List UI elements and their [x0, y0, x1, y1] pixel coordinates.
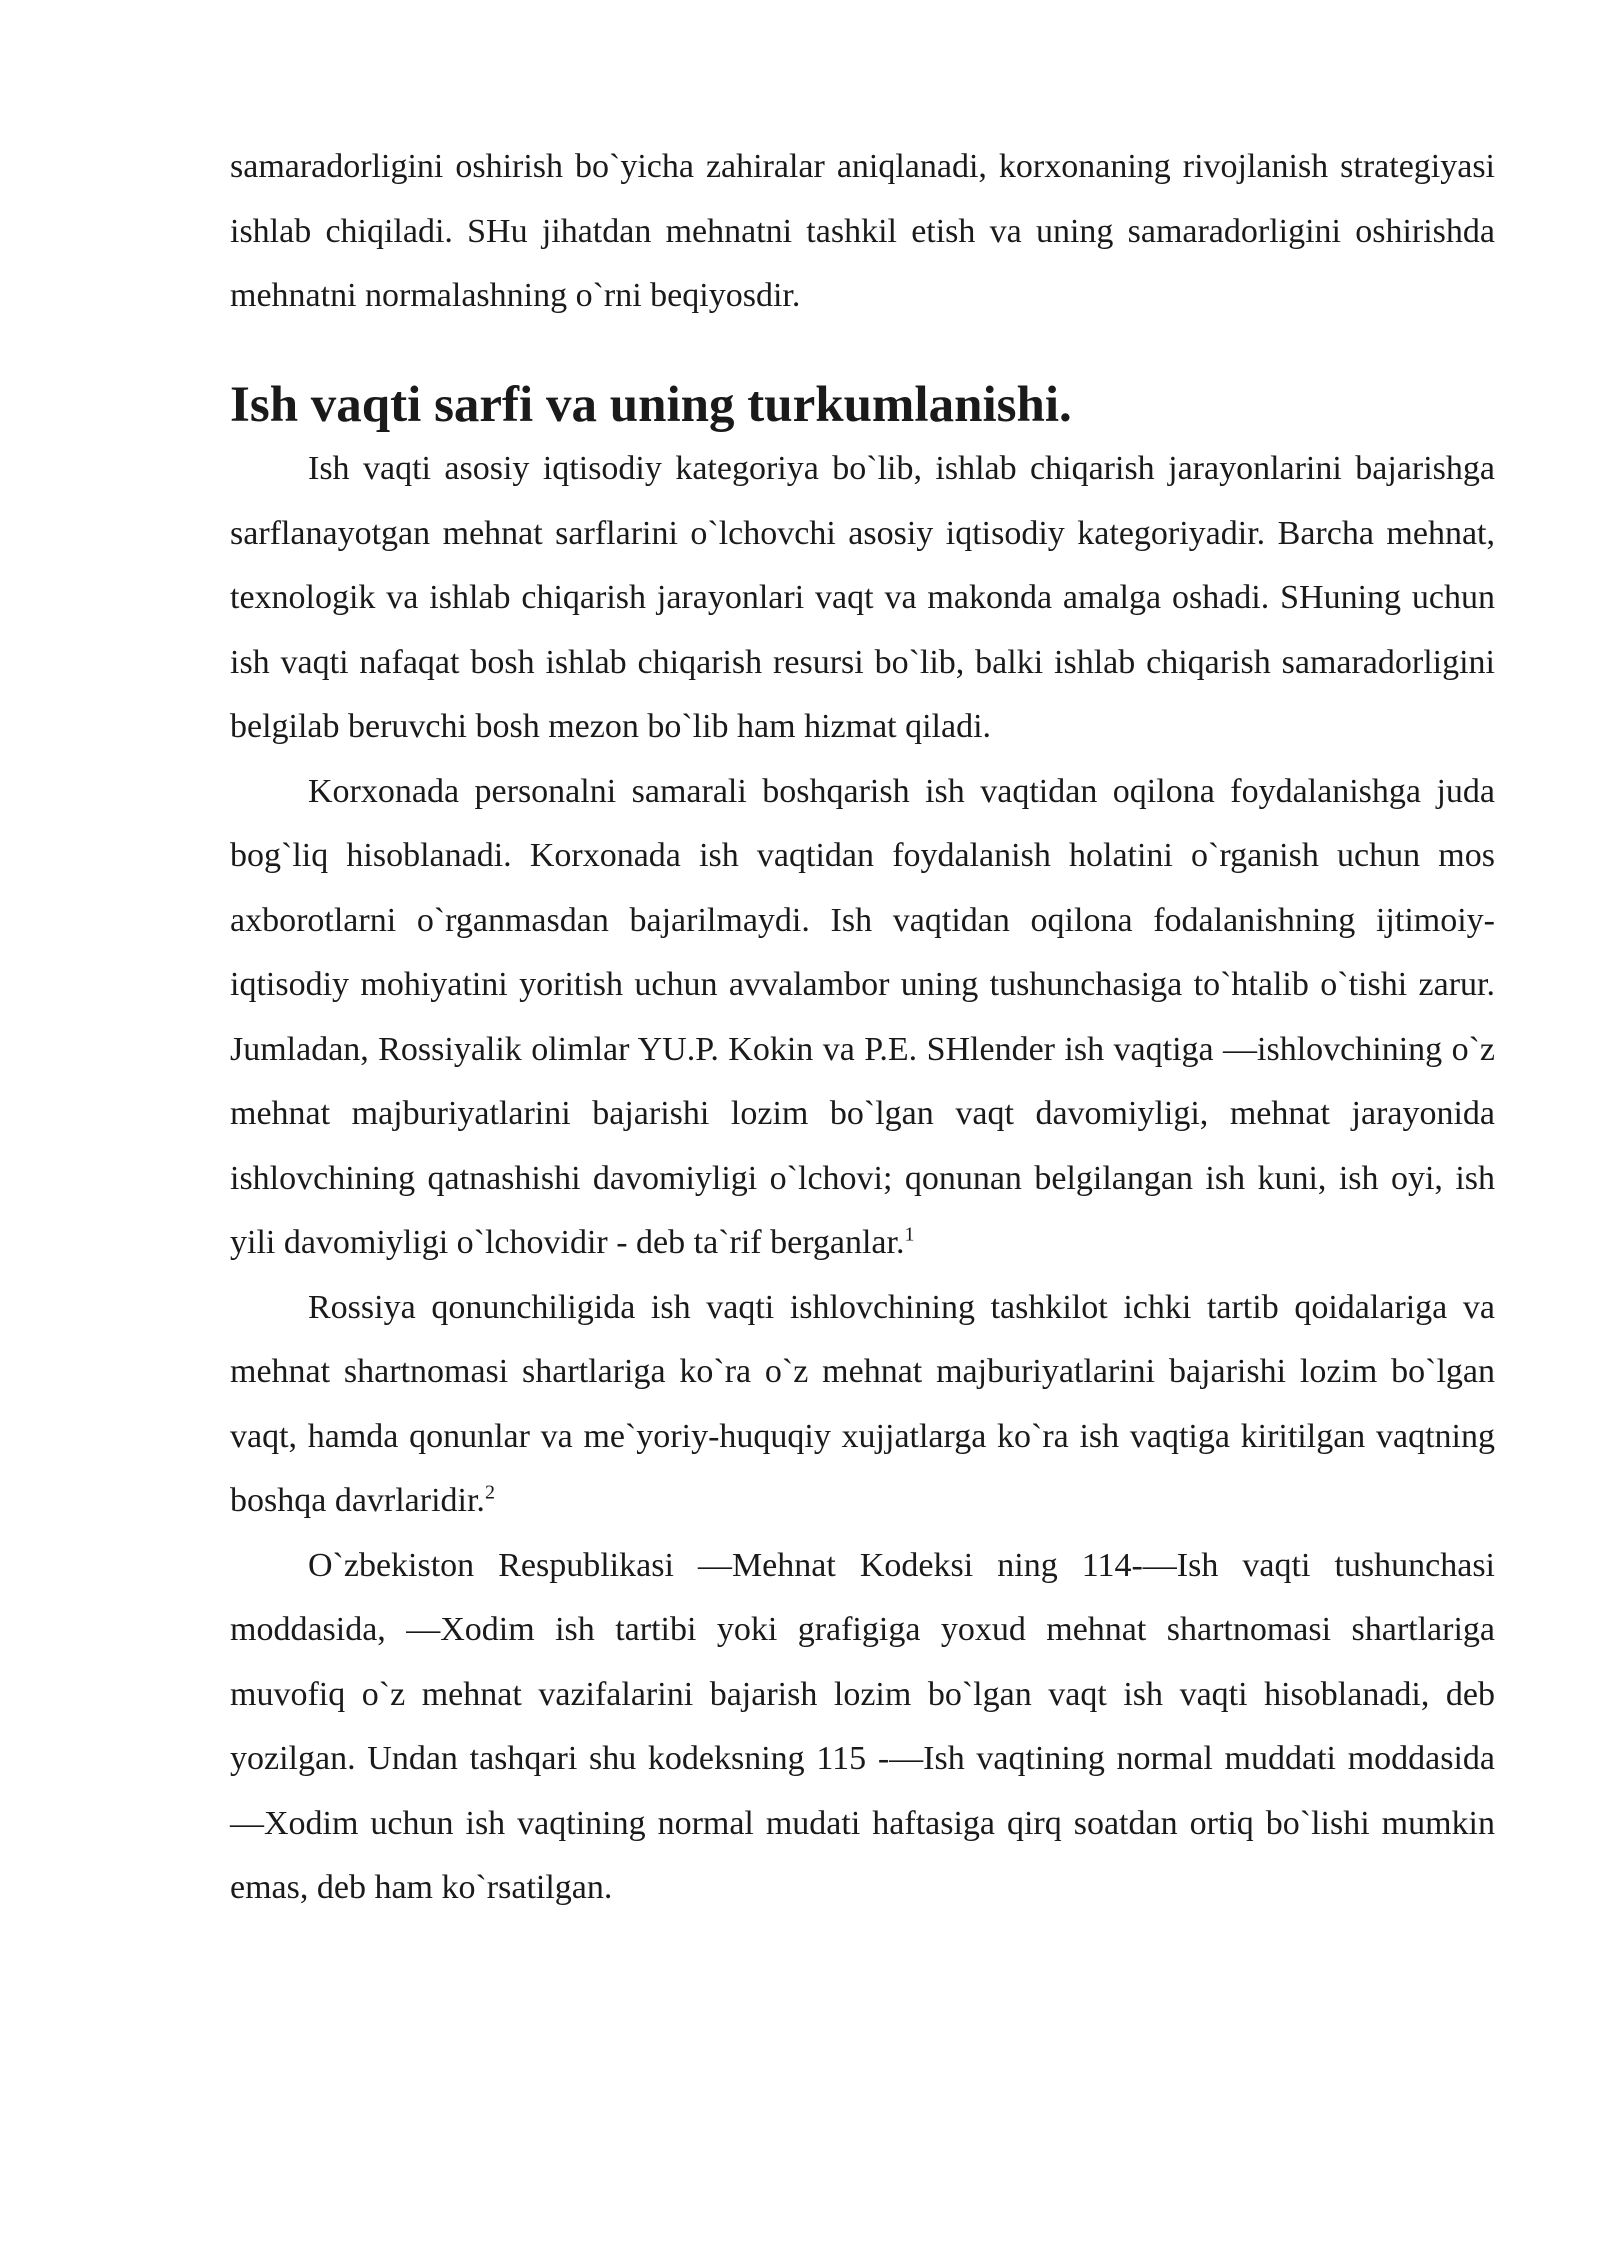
section-heading: Ish vaqti sarfi va uning turkumlanishi. [230, 376, 1072, 433]
footnote-reference: 1 [904, 1223, 915, 1246]
document-page [230, 135, 1495, 1921]
paragraph-uzbekistan-labor-code: O`zbekiston Respublikasi ―Mehnat Kodeksi ning 114-―Ish vaqti tushunchasi moddasida, ―Xodim ish tartibi yoki grafigiga yoxud mehnat shartnomasi shartlariga muvofiq o`z mehnat vazifalarini bajarish lozim bo`lgan vaqt ish vaqti hisoblanadi, deb yozilgan. Undan tashqari shu kodeksning 115 -―Ish vaqtining normal muddati moddasida ―Xodim uchun ish vaqtining normal mudati haftasiga qirq soatdan ortiq bo`lishi mumkin emas, deb ham ko`rsatilgan. [230, 1546, 1495, 1906]
paragraph-work-time-definition: Ish vaqti asosiy iqtisodiy kategoriya bo`lib, ishlab chiqarish jarayonlarini bajarishga sarflanayotgan mehnat sarflarini o`lchovchi asosiy iqtisodiy kategoriyadir. Barcha mehnat, texnologik va ishlab chiqarish jarayonlari vaqt va makonda amalga oshadi. SHuning uchun ish vaqti nafaqat bosh ishlab chiqarish resursi bo`lib, balki ishlab chiqarish samaradorligini belgilab beruvchi bosh mezon bo`lib ham hizmat qiladi. [230, 450, 1495, 745]
paragraph-personnel-management [230, 760, 1495, 1276]
intro-paragraph: samaradorligini oshirish bo`yicha zahiralar aniqlanadi, korxonaning rivojlanish strategiyasi ishlab chiqiladi. SHu jihatdan mehnatni tashkil etish va uning samaradorligini oshirishda mehnatni normalashning o`rni beqiyosdir. [230, 148, 1495, 314]
paragraph-text: Rossiya qonunchiligida ish vaqti ishlovchining tashkilot ichki tartib qoidalariga va mehnat shartnomasi shartlariga ko`ra o`z mehnat majburiyatlarini bajarishi lozim bo`lgan vaqt, hamda qonunlar va me`yoriy-huquqiy xujjatlarga ko`ra ish vaqtiga kiritilgan vaqtning boshqa davrlaridir. [230, 1288, 1495, 1519]
paragraph-russian-legislation [230, 1276, 1495, 1534]
footnote-reference: 2 [484, 1481, 495, 1504]
paragraph-text: Korxonada personalni samarali boshqarish ish vaqtidan oqilona foydalanishga juda bog`liq hisoblanadi. Korxonada ish vaqtidan foydalanish holatini o`rganish uchun mos axborotlarni o`rganmasdan bajarilmaydi. Ish vaqtidan oqilona fodalanishning ijtimoiy-iqtisodiy mohiyatini yoritish uchun avvalambor uning tushunchasiga to`htalib o`tishi zarur. Jumladan, Rossiyalik olimlar YU.P. Kokin va P.E. SHlender ish vaqtiga ―ishlovchining o`z mehnat majburiyatlarini bajarishi lozim bo`lgan vaqt davomiyligi, mehnat jarayonida ishlovchining qatnashishi davomiyligi o`lchovi; qonunan belgilangan ish kuni, ish oyi, ish yili davomiyligi o`lchovidir - deb ta`rif berganlar. [230, 772, 1495, 1261]
